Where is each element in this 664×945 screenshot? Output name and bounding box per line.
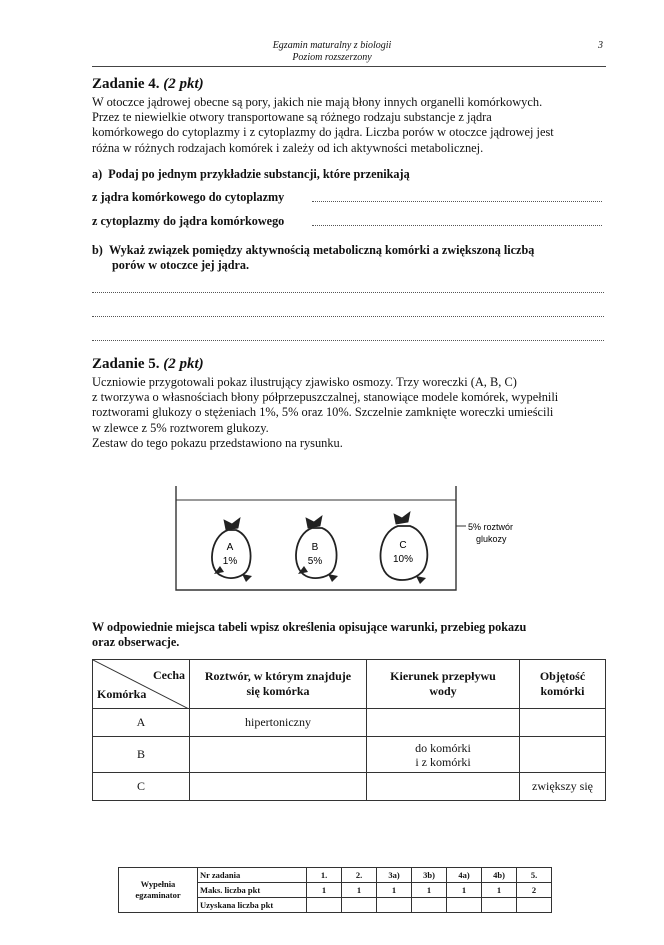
header-rule — [92, 66, 606, 67]
task4a-line1-label: z jądra komórkowego do cytoplazmy — [92, 190, 285, 204]
task5-instruction-line2: oraz obserwacje. — [92, 635, 180, 649]
col-header-solution: Roztwór, w którym znajduje się komórka — [190, 660, 367, 709]
task4a-answer-line2[interactable] — [312, 225, 602, 226]
cell-a-solution[interactable]: hipertoniczny — [190, 709, 367, 737]
task4-title-prefix: Zadanie 4. — [92, 76, 160, 92]
examiner-label-line2: egzaminator — [135, 890, 181, 900]
awarded-points-cell[interactable] — [447, 898, 482, 913]
row-label-task-number: Nr zadania — [198, 868, 307, 883]
row-label-b: B — [93, 737, 190, 773]
page-header — [0, 40, 664, 64]
cell-a-volume[interactable] — [520, 709, 606, 737]
awarded-points-cell[interactable] — [342, 898, 377, 913]
task4a-line2-label: z cytoplazmy do jądra komórkowego — [92, 214, 285, 228]
page-number: 3 — [598, 40, 603, 51]
task4-intro-line: różna w różnych rodzajach komórek i zależy od ich aktywności metabolicznej. — [92, 140, 484, 155]
cell-b-direction[interactable]: do komórki i z komórki — [367, 737, 520, 773]
bag-b-letter: B — [311, 542, 319, 553]
corner-label-cell: Komórka — [97, 687, 147, 701]
exam-title: Egzamin maturalny z biologii — [272, 40, 392, 51]
examiner-label — [119, 868, 198, 913]
solution-label-line1: 5% roztwór — [468, 522, 514, 532]
task4-intro-line: komórkowego do cytoplazmy i z cytoplazmy do jądra. Liczba porów w otoczce jądrowej jest — [92, 125, 554, 140]
task5-instruction — [92, 620, 606, 650]
task-number-cell: 1. — [307, 868, 342, 883]
task4-title — [92, 76, 204, 93]
row-label-c: C — [93, 773, 190, 801]
cell-c-direction[interactable] — [367, 773, 520, 801]
task4-intro — [92, 95, 606, 156]
awarded-points-cell[interactable] — [482, 898, 517, 913]
task4b-label: b) — [92, 243, 103, 257]
task-number-cell: 3a) — [377, 868, 412, 883]
bag-a-letter: A — [226, 542, 234, 553]
task4b-answer-line[interactable] — [92, 316, 604, 317]
task-number-cell: 4b) — [482, 868, 517, 883]
task-number-cell: 5. — [517, 868, 552, 883]
corner-label-feature: Cecha — [153, 668, 185, 682]
cell-c-volume[interactable]: zwiększy się — [520, 773, 606, 801]
max-points-cell: 1 — [412, 883, 447, 898]
max-points-cell: 1 — [377, 883, 412, 898]
osmosis-table — [92, 659, 606, 801]
task5-intro-line: roztworami glukozy o stężeniach 1%, 5% oraz 10%. Szczelnie zamknięte woreczki umieścili — [92, 405, 554, 420]
col-header-direction: Kierunek przepływu wody — [367, 660, 520, 709]
task5-title-prefix: Zadanie 5. — [92, 356, 160, 372]
row-label-awarded-points: Uzyskana liczba pkt — [198, 898, 307, 913]
task5-intro — [92, 375, 606, 451]
task-number-cell: 4a) — [447, 868, 482, 883]
cell-c-solution[interactable] — [190, 773, 367, 801]
bag-b — [296, 516, 338, 582]
awarded-points-cell[interactable] — [517, 898, 552, 913]
task4-points: (2 pkt) — [163, 76, 204, 92]
table-row — [93, 773, 606, 801]
col-header-volume: Objętość komórki — [520, 660, 606, 709]
task4-intro-line: W otoczce jądrowej obecne są pory, jakich nie mają błony innych organelli komórkowych. — [92, 95, 543, 109]
awarded-points-cell[interactable] — [377, 898, 412, 913]
bag-a-percent: 1% — [222, 556, 238, 567]
task4a-label: a) — [92, 167, 103, 181]
awarded-points-cell[interactable] — [307, 898, 342, 913]
solution-label-line2: glukozy — [476, 534, 507, 544]
task4a-question — [92, 167, 410, 182]
task5-instruction-line1: W odpowiednie miejsca tabeli wpisz określenia opisujące warunki, przebieg pokazu — [92, 620, 527, 634]
bag-b-percent: 5% — [307, 556, 323, 567]
task5-intro-line: Zestaw do tego pokazu przedstawiono na rysunku. — [92, 435, 343, 450]
cell-a-direction[interactable] — [367, 709, 520, 737]
row-label-max-points: Maks. liczba pkt — [198, 883, 307, 898]
task4-intro-line: Przez te niewielkie otwory transportowane są różnego rodzaju substancje z jądra — [92, 110, 492, 125]
task5-intro-line: Uczniowie przygotowali pokaz ilustrujący zjawisko osmozy. Trzy woreczki (A, B, C) — [92, 375, 517, 389]
task5-intro-line: w zlewce z 5% roztworem glukozy. — [92, 420, 269, 435]
table-row — [93, 709, 606, 737]
osmosis-figure — [170, 478, 530, 598]
bag-c-letter: C — [399, 540, 407, 551]
task4b-answer-line[interactable] — [92, 340, 604, 341]
bag-c-percent: 10% — [392, 554, 414, 565]
awarded-points-cell[interactable] — [412, 898, 447, 913]
bag-c — [381, 512, 428, 584]
max-points-cell: 2 — [517, 883, 552, 898]
exam-level: Poziom rozszerzony — [292, 52, 372, 63]
task5-points: (2 pkt) — [163, 356, 204, 372]
cell-b-volume[interactable] — [520, 737, 606, 773]
task4b-text-line2: porów w otoczce jej jądra. — [112, 258, 250, 272]
row-label-a: A — [93, 709, 190, 737]
task4b-text-line1: Wykaż związek pomiędzy aktywnością metaboliczną komórki a zwiększoną liczbą — [108, 243, 535, 257]
task4b-answer-line[interactable] — [92, 292, 604, 293]
score-table — [118, 867, 552, 913]
task-number-cell: 2. — [342, 868, 377, 883]
task4a-text: Podaj po jednym przykładzie substancji, które przenikają — [108, 167, 410, 181]
task-number-cell: 3b) — [412, 868, 447, 883]
task4b-question — [92, 243, 606, 273]
cell-b-solution[interactable] — [190, 737, 367, 773]
table-corner-cell — [93, 660, 190, 709]
bag-a — [212, 518, 252, 582]
examiner-label-line1: Wypełnia — [140, 879, 176, 889]
task5-title — [92, 356, 204, 373]
max-points-cell: 1 — [482, 883, 517, 898]
task4a-answer-line1[interactable] — [312, 201, 602, 202]
max-points-cell: 1 — [307, 883, 342, 898]
max-points-cell: 1 — [342, 883, 377, 898]
task5-intro-line: z tworzywa o własnościach błony półprzepuszczalnej, stanowiące modele komórek, wypełnili — [92, 390, 559, 405]
table-row — [93, 737, 606, 773]
max-points-cell: 1 — [447, 883, 482, 898]
